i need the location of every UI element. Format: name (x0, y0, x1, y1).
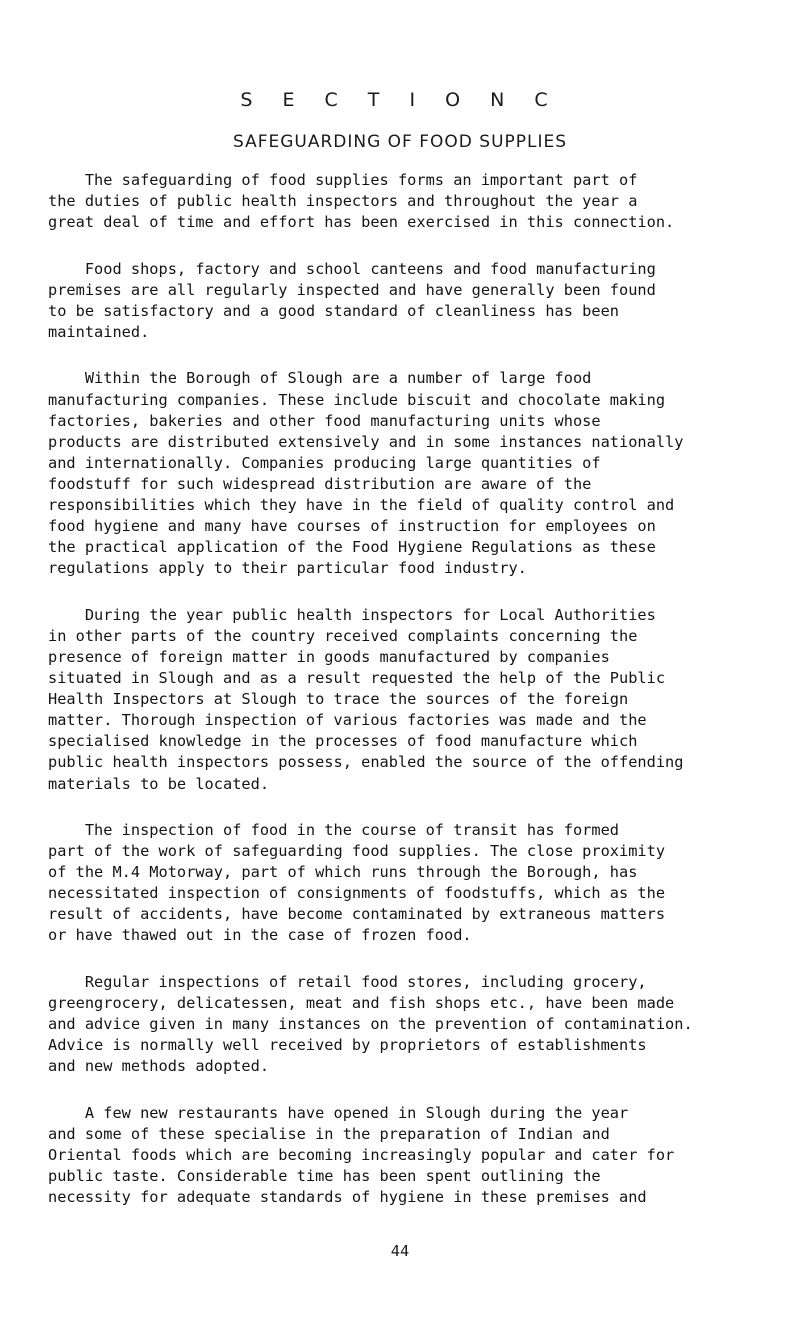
document-body (48, 170, 768, 1234)
paragraph-4: During the year public health inspectors for Local Authorities in other parts of the country received complaints concerning the presence of foreign matter in goods manufactured by companies situated in Slough and as a result requested the help of the Public Health Inspectors at Slough to trace the sources of the foreign matter. Thorough inspection of various factories was made and the specialised knowledge in the processes of food manufacture which public health inspectors possess, enabled the source of the offending materials to be located. (48, 605, 684, 793)
paragraph-5: The inspection of food in the course of transit has formed part of the work of safeguarding food supplies. The close proximity of the M.4 Motorway, part of which runs through the Borough, has necessitated inspection of consignments of foodstuffs, which as the result of accidents, have become contaminated by extraneous matters or have thawed out in the case of frozen food. (48, 821, 666, 945)
page-title: SAFEGUARDING OF FOOD SUPPLIES (232, 132, 568, 152)
paragraph-6: Regular inspections of retail food stores, including grocery, greengrocery, delicatessen, meat and fish shops etc., have been made and advice given in many instances on the prevention of contamination. Advice is normally well received by proprietors of establishments and new methods adopted. (48, 972, 693, 1076)
page-number: 44 (390, 1242, 410, 1260)
paragraph-2: Food shops, factory and school canteens and food manufacturing premises are all regularly inspected and have generally been found to be satisfactory and a good standard of cleanliness has been maintained. (48, 259, 656, 341)
paragraph-3: Within the Borough of Slough are a number of large food manufacturing companies. These include biscuit and chocolate making factories, bakeries and other food manufacturing units whose products are distributed extensively and in some instances nationally and internationally. Companies producing large quantities of foodstuff for such widespread distribution are aware of the responsibilities which they have in the field of quality control and food hygiene and many have courses of instruction for employees on the practical application of the Food Hygiene Regulations as these regulations apply to their particular food industry. (48, 369, 684, 578)
section-heading: S E C T I O N C (240, 89, 560, 111)
paragraph-1: The safeguarding of food supplies forms an important part of the duties of public health inspectors and throughout the year a great deal of time and effort has been exercised in this connection. (48, 171, 675, 232)
paragraph-7: A few new restaurants have opened in Slough during the year and some of these specialise in the preparation of Indian and Oriental foods which are becoming increasingly popular and cater for public taste. Considerable time has been spent outlining the necessity for adequate standards of hygiene in these premises and (48, 1103, 675, 1207)
